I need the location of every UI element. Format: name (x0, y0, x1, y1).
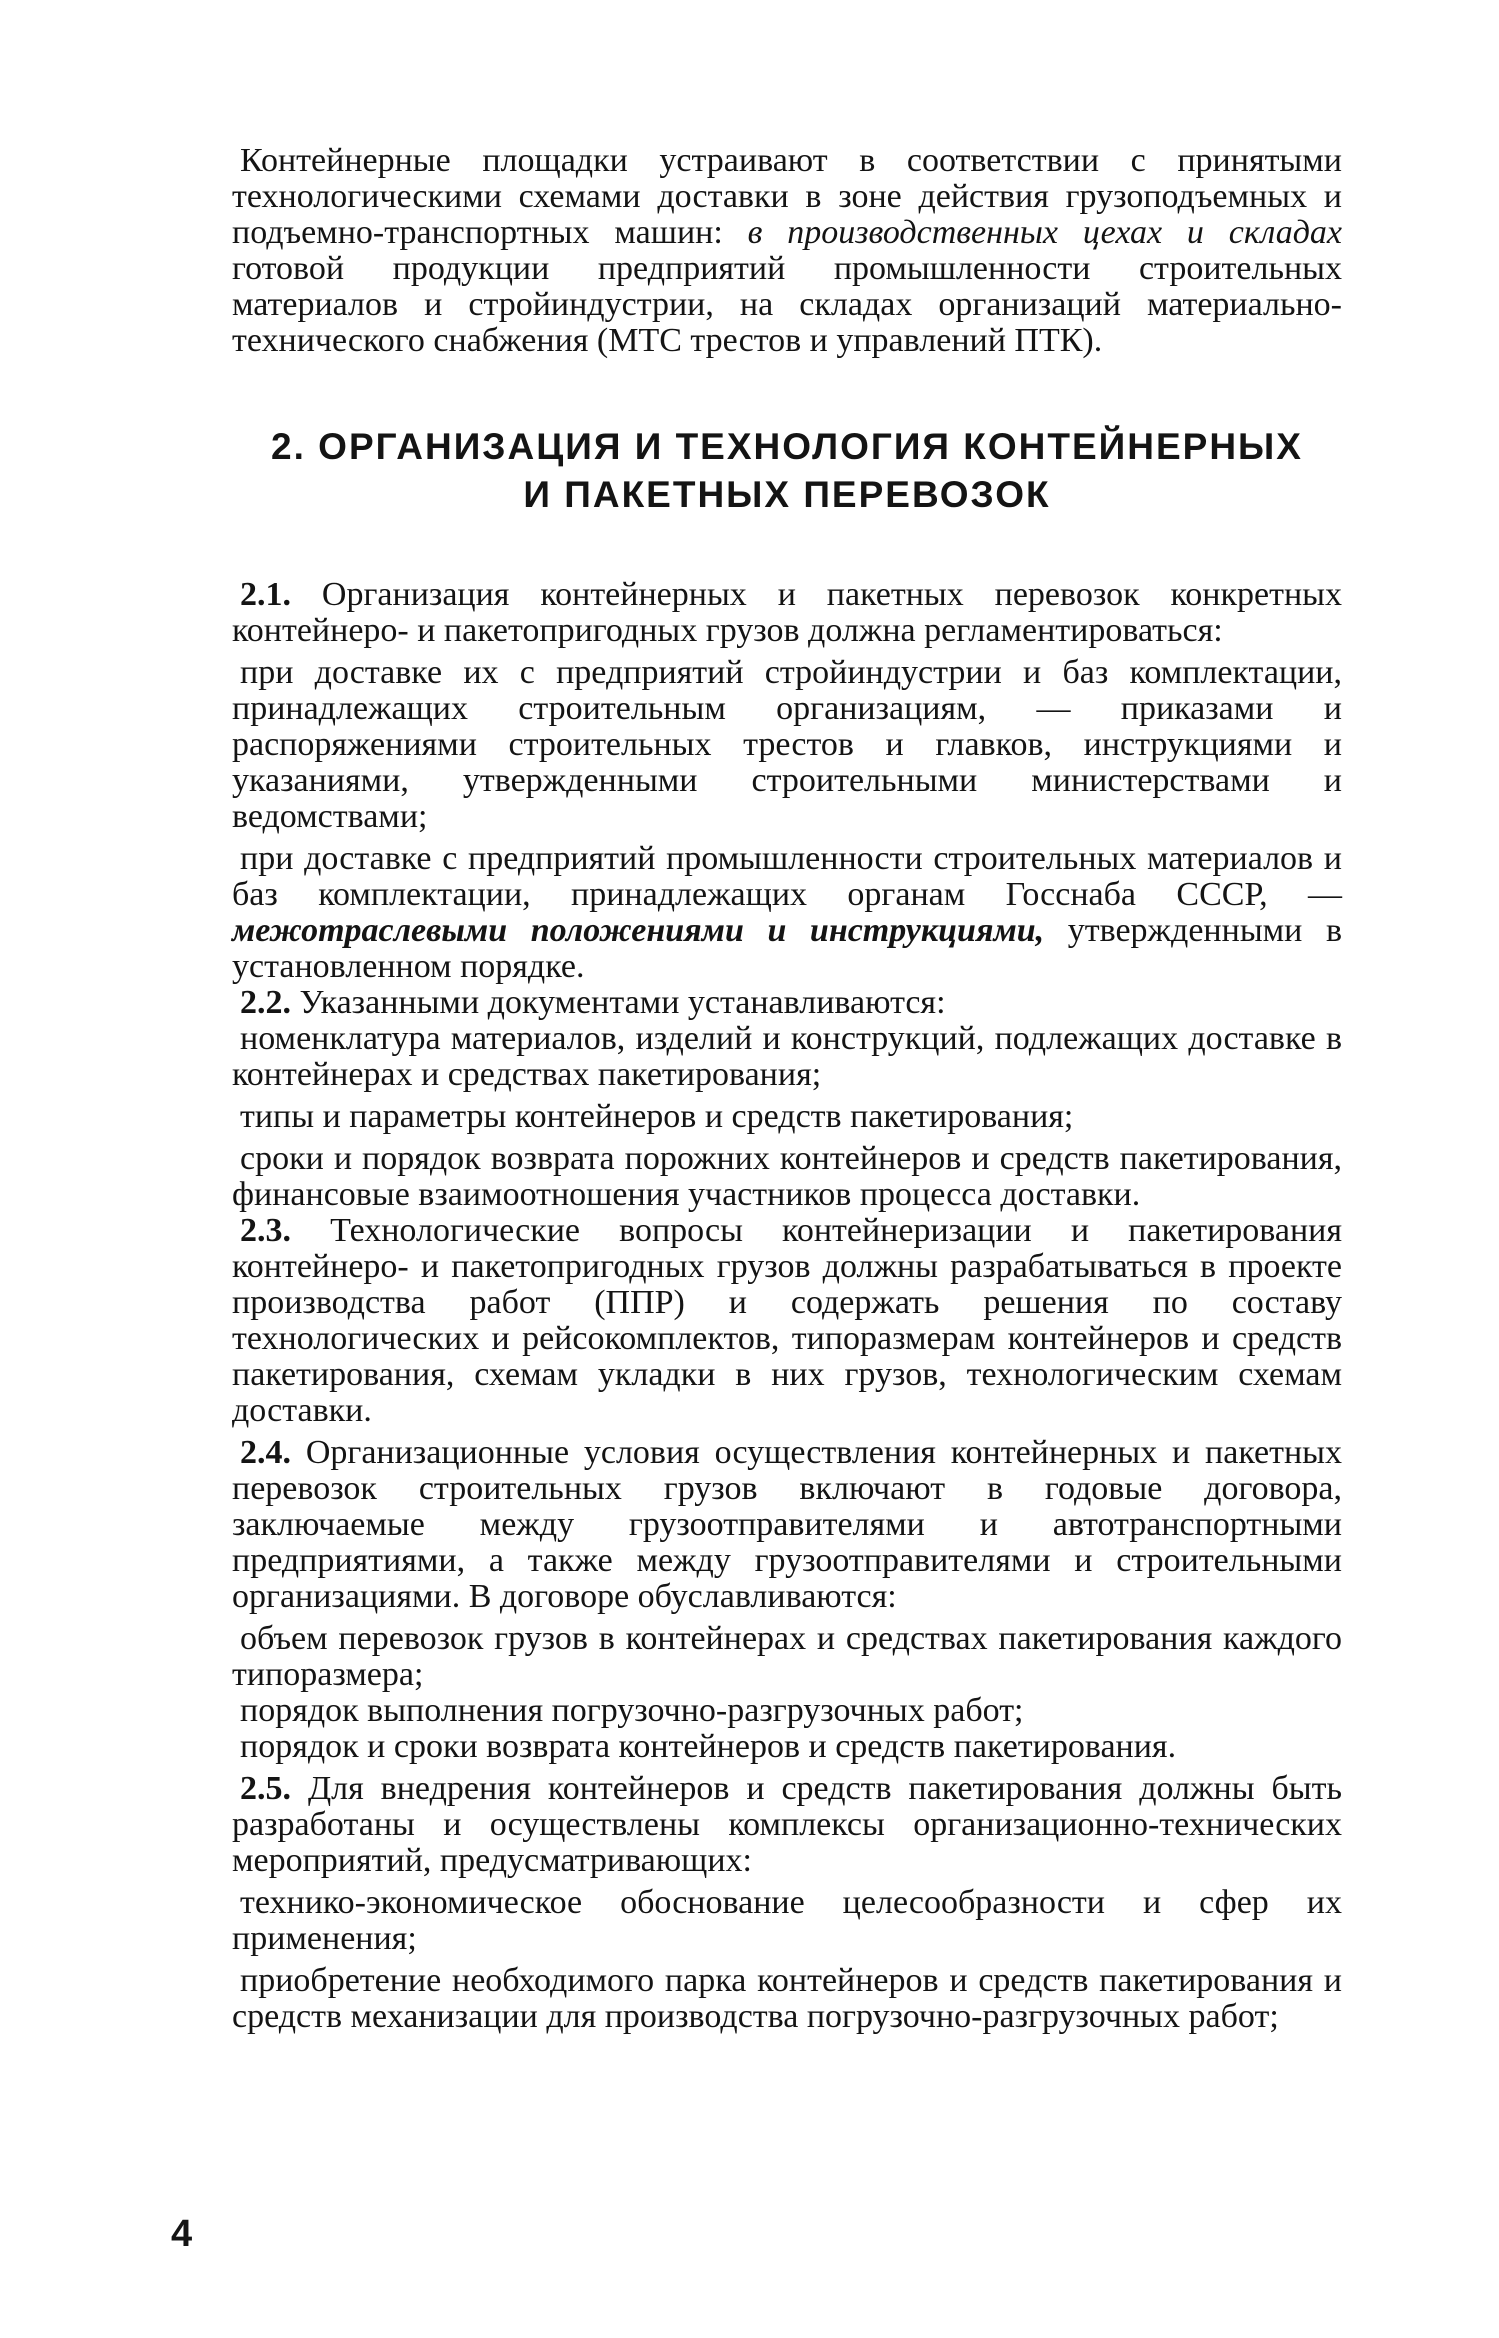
list-item: объем перевозок грузов в контейнерах и средствах пакетирования каждого типоразмера; (232, 1620, 1342, 1693)
list-item: при доставке их с предприятий стройиндустрии и баз комплектации, принадлежащих строительным организациям, — приказами и распоряжениями строительных трестов и главков, инструкциями и указаниями, утвержденными строительными министерствами и ведомствами; (232, 654, 1342, 835)
paragraph-2-5 (232, 1771, 1342, 1879)
paragraph-text: Организационные условия осуществления контейнерных и пакетных перевозок строительных грузов включают в годовые договора, заключаемые между грузоотправителями и автотранспортными предприятиями, а также между грузоотправителями и строительными организациями. В договоре обуславливаются: (232, 1434, 1342, 1615)
paragraph-text: Технологические вопросы контейнеризации и пакетирования контейнеро- и пакетопригодных грузов должны разрабатываться в проекте производства работ (ППР) и содержать решения по составу технологических и рейсокомплектов, типоразмерам контейнеров и средств пакетирования, схемам укладки в них грузов, технологическим схемам доставки. (232, 1212, 1342, 1429)
intro-paragraph (232, 143, 1342, 359)
page-number: 4 (171, 2213, 193, 2255)
section-heading (232, 423, 1342, 519)
paragraph-number: 2.1. (240, 576, 291, 613)
list-item: порядок и сроки возврата контейнеров и средств пакетирования. (240, 1728, 1177, 1765)
intro-italic: в производственных цехах и складах (747, 214, 1343, 251)
paragraph-2-2 (232, 985, 1342, 1021)
paragraph-number: 2.5. (240, 1770, 291, 1807)
paragraph-2-3 (232, 1213, 1342, 1429)
list-item: приобретение необходимого парка контейнеров и средств пакетирования и средств механизации для производства погрузочно-разгрузочных работ; (232, 1962, 1342, 2035)
paragraph-number: 2.2. (240, 984, 291, 1021)
paragraph-number: 2.3. (240, 1212, 291, 1249)
paragraph-text: Для внедрения контейнеров и средств пакетирования должны быть разработаны и осуществлены комплексы организационно-технических мероприятий, предусматривающих: (232, 1770, 1342, 1879)
list-item: типы и параметры контейнеров и средств пакетирования; (240, 1098, 1074, 1135)
list-item: технико-экономическое обоснование целесообразности и сфер их применения; (232, 1884, 1342, 1957)
list-item: порядок выполнения погрузочно-разгрузочных работ; (240, 1692, 1024, 1729)
list-item-text: при доставке с предприятий промышленности строительных материалов и баз комплектации, принадлежащих органам Госснаба СССР, — (232, 840, 1342, 913)
intro-rest: готовой продукции предприятий промышленности строительных материалов и стройиндустрии, на складах организаций материально-технического снабжения (МТС трестов и управлений ПТК). (232, 250, 1342, 359)
list-item-italic: межотраслевыми положениями и инструкциями, (232, 912, 1045, 949)
list-item (232, 841, 1342, 985)
paragraph-text: Организация контейнерных и пакетных перевозок конкретных контейнеро- и пакетопригодных грузов должна регламентироваться: (232, 576, 1342, 649)
paragraph-text: Указанными документами устанавливаются: (291, 984, 946, 1021)
paragraph-2-4 (232, 1435, 1342, 1615)
intro-text: Контейнерные площадки устраивают в соответствии с принятыми технологическими схемами доставки в зоне действия грузоподъемных и подъемно-транспортных машин: (232, 142, 1342, 251)
list-item: сроки и порядок возврата порожних контейнеров и средств пакетирования, финансовые взаимоотношения участников процесса доставки. (232, 1140, 1342, 1213)
section-heading-line2: И ПАКЕТНЫХ ПЕРЕВОЗОК (523, 474, 1051, 515)
paragraph-2-1 (232, 577, 1342, 649)
section-heading-line1: 2. ОРГАНИЗАЦИЯ И ТЕХНОЛОГИЯ КОНТЕЙНЕРНЫХ (271, 426, 1303, 467)
document-page (232, 143, 1342, 2035)
list-item: номенклатура материалов, изделий и конструкций, подлежащих доставке в контейнерах и средствах пакетирования; (232, 1020, 1342, 1093)
list-item-text: утвержденными в установленном порядке. (232, 912, 1342, 985)
paragraph-number: 2.4. (240, 1434, 291, 1471)
